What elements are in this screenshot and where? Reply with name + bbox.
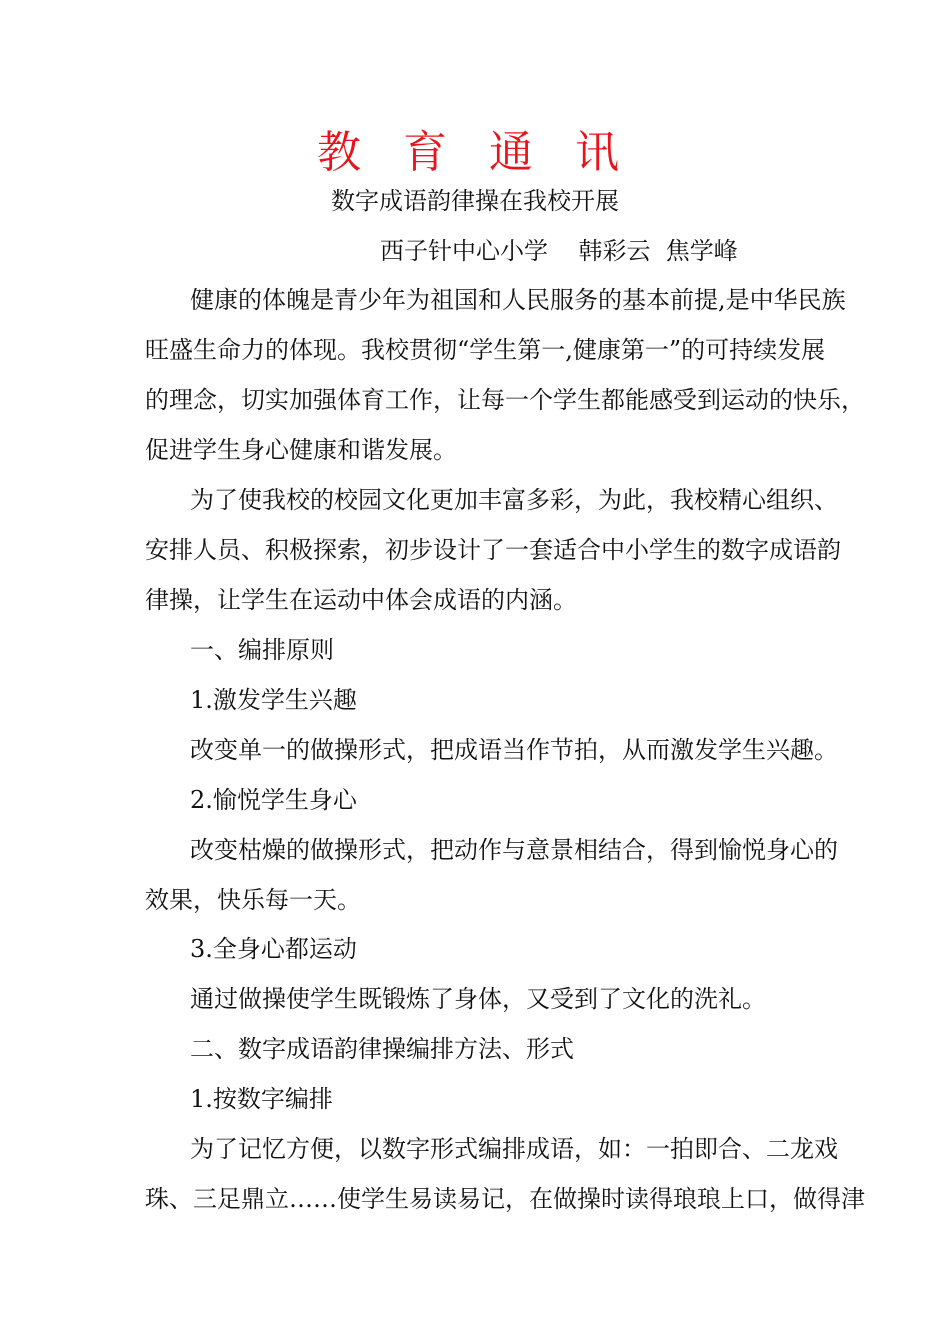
paragraph-line: 旺盛生命力的体现。我校贯彻“学生第一,健康第一”的可持续发展: [145, 336, 826, 364]
paragraph-line: 律操，让学生在运动中体会成语的内涵。: [145, 586, 577, 614]
subsection-heading: 1.按数字编排: [190, 1085, 333, 1113]
section-heading: 二、数字成语韵律操编排方法、形式: [190, 1035, 574, 1063]
paragraph-line: 改变枯燥的做操形式，把动作与意景相结合，得到愉悦身心的: [190, 836, 838, 864]
article-subtitle: 数字成语韵律操在我校开展: [331, 187, 619, 215]
paragraph-line: 改变单一的做操形式，把成语当作节拍，从而激发学生兴趣。: [190, 736, 838, 764]
subsection-heading: 1.激发学生兴趣: [190, 686, 357, 714]
paragraph-line: 为了记忆方便，以数字形式编排成语，如：一拍即合、二龙戏: [190, 1135, 838, 1163]
page-title: 教 育 通 讯: [317, 127, 633, 178]
paragraph-line: 健康的体魄是青少年为祖国和人民服务的基本前提,是中华民族: [190, 286, 846, 314]
paragraph-line: 珠、三足鼎立……使学生易读易记，在做操时读得琅琅上口，做得津: [145, 1185, 865, 1213]
paragraph-line: 的理念，切实加强体育工作，让每一个学生都能感受到运动的快乐，: [145, 386, 865, 414]
paragraph-line: 安排人员、积极探索，初步设计了一套适合中小学生的数字成语韵: [145, 536, 841, 564]
section-heading: 一、编排原则: [190, 636, 334, 664]
paragraph-line: 通过做操使学生既锻炼了身体，又受到了文化的洗礼。: [190, 985, 766, 1013]
paragraph-line: 为了使我校的校园文化更加丰富多彩，为此，我校精心组织、: [190, 486, 838, 514]
paragraph-line: 效果，快乐每一天。: [145, 886, 361, 914]
author-line: 西子针中心小学 韩彩云 焦学峰: [380, 237, 738, 265]
paragraph-line: 促进学生身心健康和谐发展。: [145, 436, 457, 464]
subsection-heading: 2.愉悦学生身心: [190, 786, 357, 814]
subsection-heading: 3.全身心都运动: [190, 935, 357, 963]
